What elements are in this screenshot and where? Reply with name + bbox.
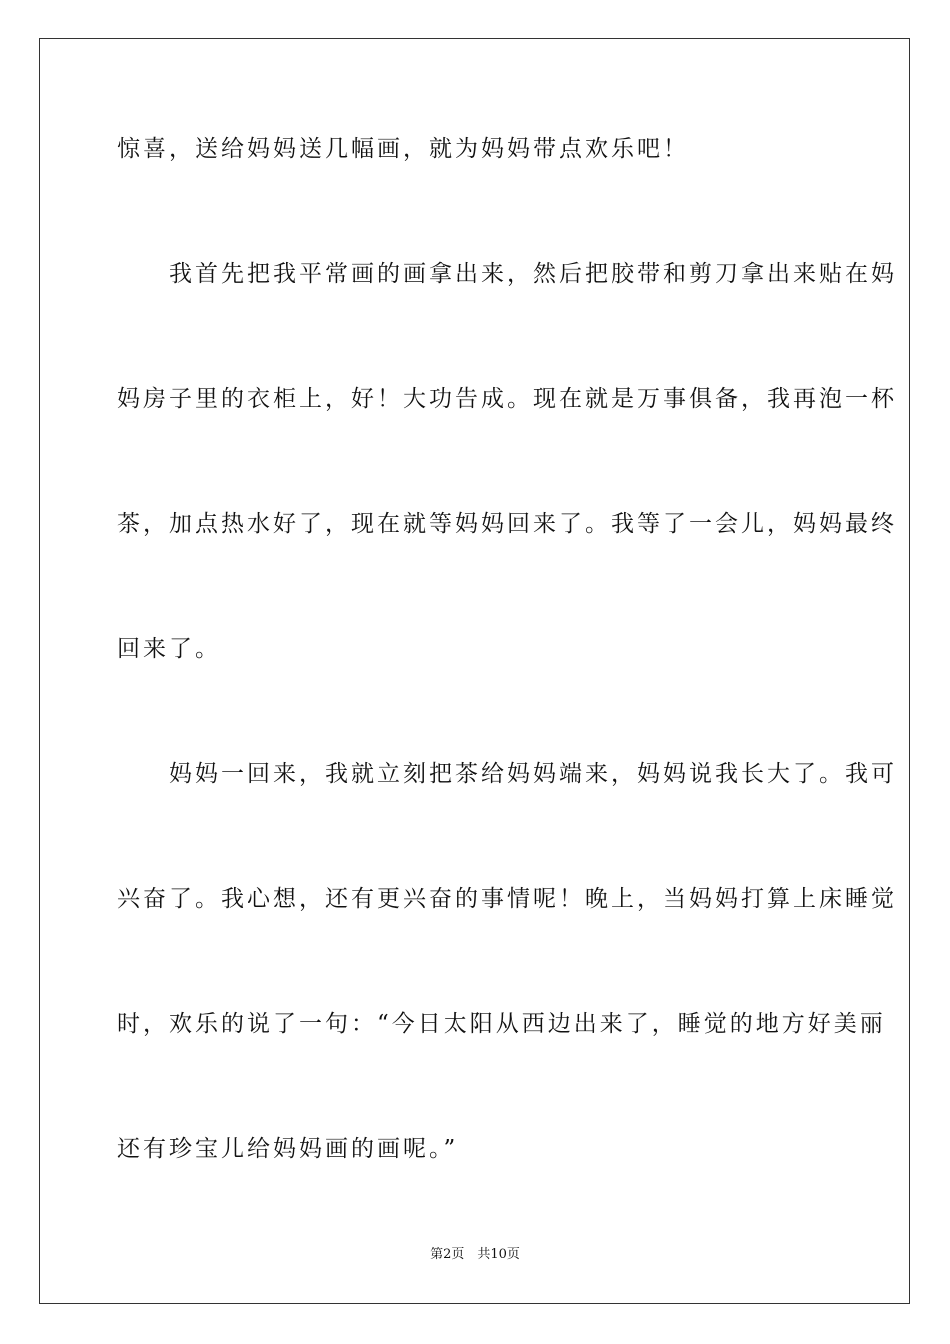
text-line-1: 惊喜，送给妈妈送几幅画，就为妈妈带点欢乐吧！ [117, 136, 689, 162]
text-line-8: 时，欢乐的说了一句：“今日太阳从西边出来了，睡觉的地方好美丽 [117, 1011, 886, 1037]
text-line-9: 还有珍宝儿给妈妈画的画呢。” [117, 1136, 459, 1162]
text-line-2: 我首先把我平常画的画拿出来，然后把胶带和剪刀拿出来贴在妈 [117, 261, 897, 287]
text-line-3: 妈房子里的衣柜上，好！大功告成。现在就是万事俱备，我再泡一杯 [117, 386, 897, 412]
text-line-6: 妈妈一回来，我就立刻把茶给妈妈端来，妈妈说我长大了。我可 [117, 761, 897, 787]
text-line-4: 茶，加点热水好了，现在就等妈妈回来了。我等了一会儿，妈妈最终 [117, 511, 897, 537]
page-number-footer: 第2页 共10页 [430, 1247, 520, 1262]
text-line-5: 回来了。 [117, 636, 221, 662]
text-line-7: 兴奋了。我心想，还有更兴奋的事情呢！晚上，当妈妈打算上床睡觉 [117, 886, 897, 912]
page-border [39, 38, 910, 1304]
